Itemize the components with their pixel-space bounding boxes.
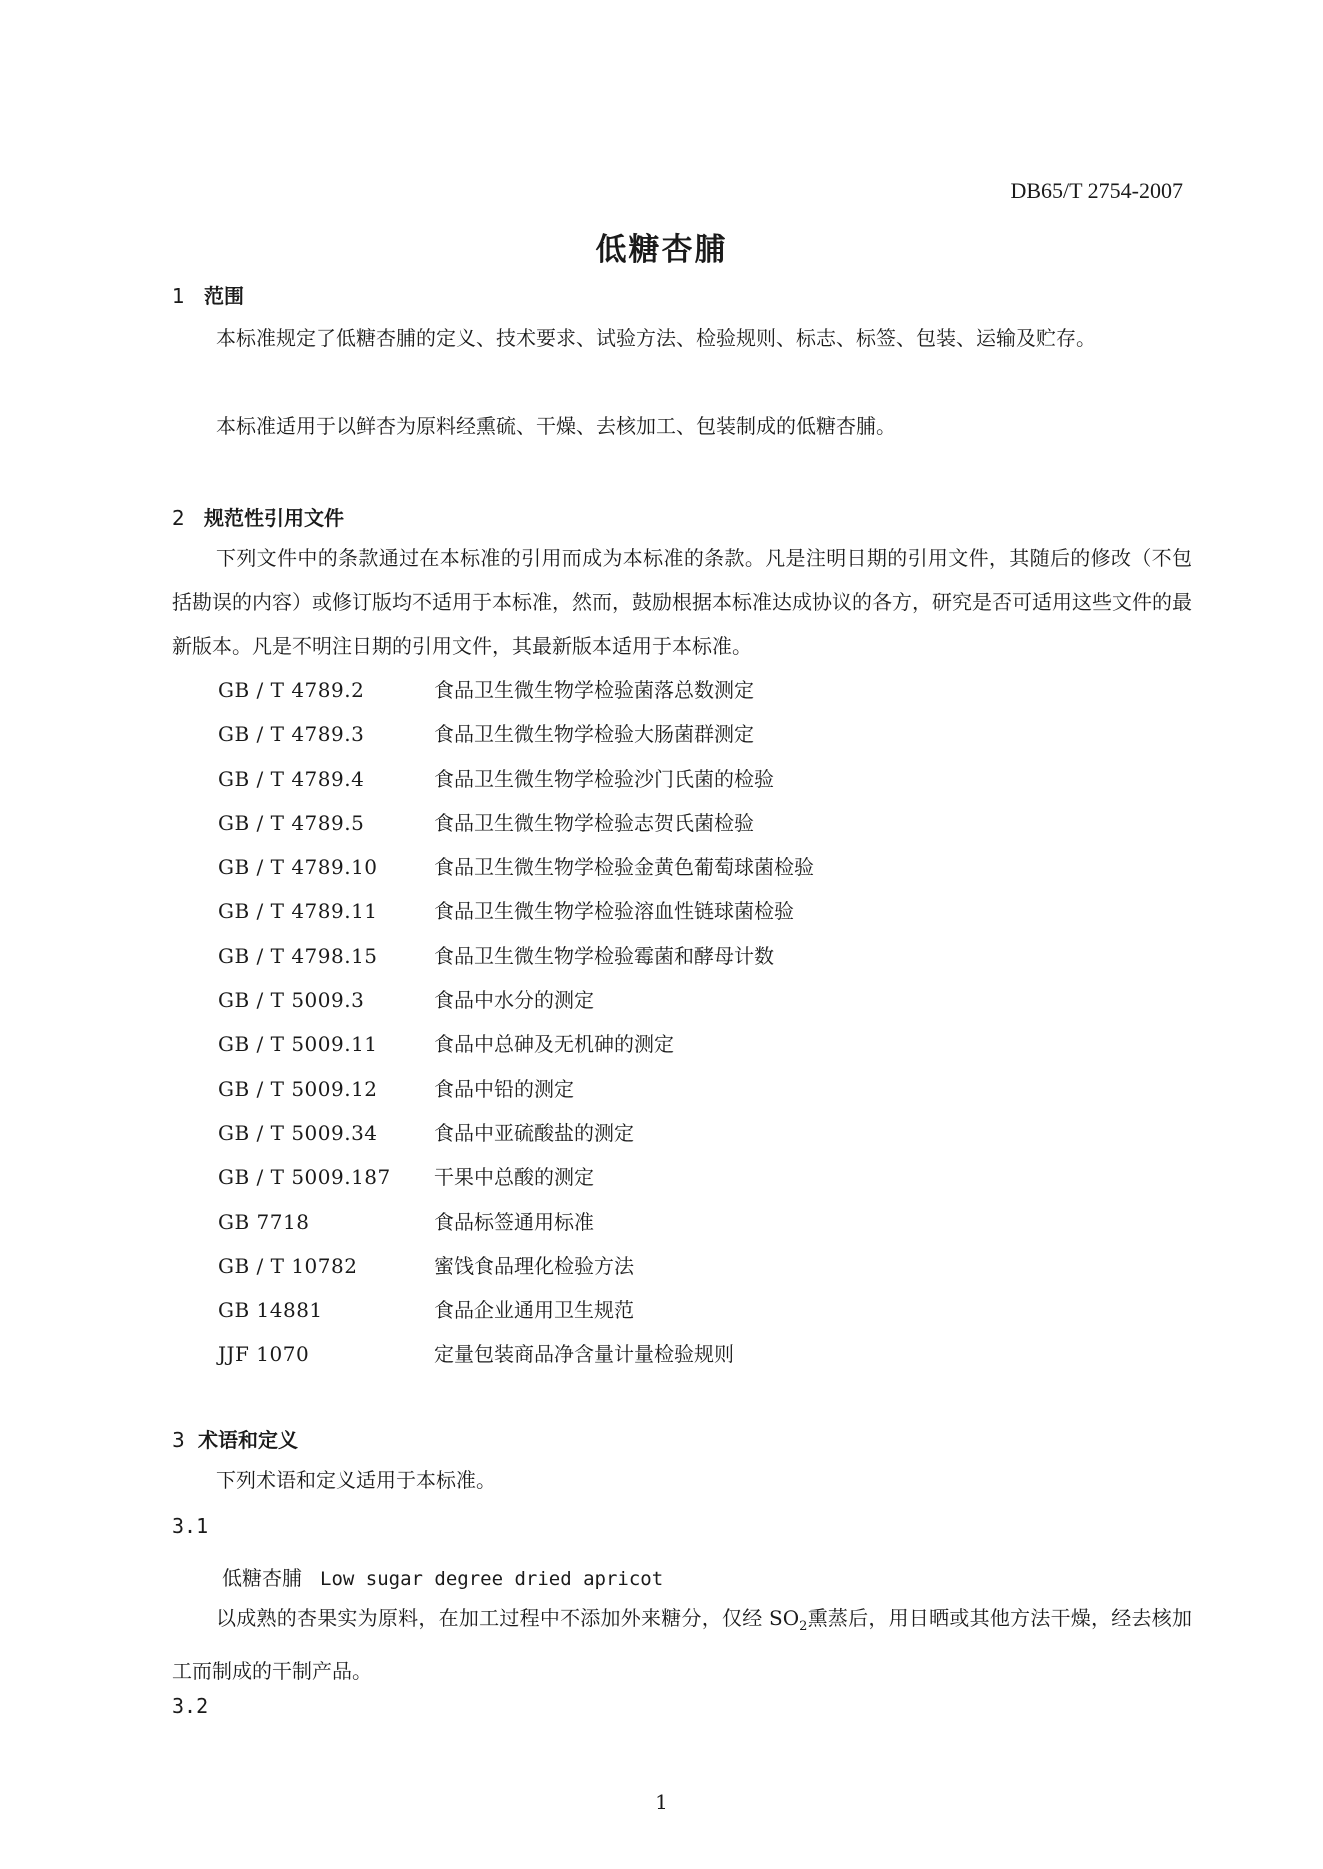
reference-code: GB / T 4789.11 <box>218 899 378 924</box>
reference-title: 食品卫生微生物学检验菌落总数测定 <box>434 678 754 702</box>
section-title: 范围 <box>204 284 244 308</box>
section-3-intro: 下列术语和定义适用于本标准。 <box>216 1468 496 1492</box>
term-chinese: 低糖杏脯 <box>222 1566 302 1590</box>
term-entry <box>222 1562 663 1591</box>
reference-title: 食品中总砷及无机砷的测定 <box>434 1032 674 1057</box>
reference-code: GB / T 4798.15 <box>218 943 378 968</box>
standard-code: DB65/T 2754-2007 <box>1010 178 1183 203</box>
reference-title: 蜜饯食品理化检验方法 <box>434 1253 634 1278</box>
reference-code: GB 14881 <box>218 1298 323 1323</box>
reference-title: 食品卫生微生物学检验大肠菌群测定 <box>434 722 754 747</box>
reference-code: GB / T 4789.4 <box>218 766 365 791</box>
page-number: 1 <box>655 1790 668 1814</box>
reference-code: GB / T 4789.2 <box>218 678 365 702</box>
reference-row <box>218 757 814 801</box>
reference-code: GB / T 5009.34 <box>218 1120 378 1145</box>
reference-row <box>218 1155 814 1199</box>
section-1-paragraph-2: 本标准适用于以鲜杏为原料经熏硫、干燥、去核加工、包装制成的低糖杏脯。 <box>216 414 896 438</box>
reference-title: 食品企业通用卫生规范 <box>434 1298 634 1323</box>
reference-title: 食品卫生微生物学检验溶血性链球菌检验 <box>434 899 794 924</box>
reference-title: 食品中亚硫酸盐的测定 <box>434 1120 634 1145</box>
section-title: 术语和定义 <box>198 1428 298 1452</box>
reference-row <box>218 1288 814 1332</box>
reference-row <box>218 889 814 933</box>
section-3-heading <box>172 1424 298 1453</box>
reference-row <box>218 801 814 845</box>
section-1-paragraph-1: 本标准规定了低糖杏脯的定义、技术要求、试验方法、检验规则、标志、标签、包装、运输及贮存。 <box>216 326 1096 350</box>
reference-code: GB / T 4789.10 <box>218 855 378 880</box>
reference-row <box>218 668 814 712</box>
definition-subscript: 2 <box>799 1619 808 1634</box>
reference-code: GB / T 5009.11 <box>218 1032 378 1057</box>
reference-title: 食品中水分的测定 <box>434 988 594 1013</box>
term-english: Low sugar degree dried apricot <box>320 1568 664 1590</box>
reference-code: GB / T 4789.3 <box>218 722 365 747</box>
reference-title: 食品卫生微生物学检验沙门氏菌的检验 <box>434 766 774 791</box>
definition-text-2: 熏蒸后，用日晒或其他方法干燥，经去核加工而制成的干制产品。 <box>172 1606 1193 1683</box>
reference-code: JJF 1070 <box>218 1342 310 1367</box>
reference-list <box>218 668 814 1377</box>
reference-code: GB / T 5009.3 <box>218 988 365 1013</box>
section-2-intro: 下列文件中的条款通过在本标准的引用而成为本标准的条款。凡是注明日期的引用文件，其随后的修改（不包括勘误的内容）或修订版均不适用于本标准，然而，鼓励根据本标准达成协议的各方，研究是否可适用这些文件的最新版本。凡是不明注日期的引用文件，其最新版本适用于本标准。 <box>172 546 1192 658</box>
reference-row <box>218 1332 814 1376</box>
section-1-heading <box>172 280 244 309</box>
subsection-3-1-number: 3.1 <box>172 1514 209 1538</box>
reference-row <box>218 934 814 978</box>
reference-code: GB 7718 <box>218 1209 310 1234</box>
reference-row <box>218 1022 814 1066</box>
section-number: 2 <box>172 506 185 530</box>
reference-row <box>218 1200 814 1244</box>
reference-code: GB / T 4789.5 <box>218 810 365 835</box>
section-2-heading <box>172 502 344 531</box>
reference-row <box>218 978 814 1022</box>
reference-code: GB / T 5009.12 <box>218 1076 378 1101</box>
reference-row <box>218 845 814 889</box>
reference-title: 干果中总酸的测定 <box>434 1165 594 1190</box>
subsection-3-2-number: 3.2 <box>172 1694 209 1718</box>
reference-title: 食品标签通用标准 <box>434 1209 594 1234</box>
reference-row <box>218 712 814 756</box>
reference-row <box>218 1244 814 1288</box>
reference-row <box>218 1067 814 1111</box>
reference-code: GB / T 5009.187 <box>218 1165 391 1190</box>
reference-title: 定量包装商品净含量计量检验规则 <box>434 1342 734 1367</box>
section-title: 规范性引用文件 <box>204 506 344 530</box>
reference-code: GB / T 10782 <box>218 1253 358 1278</box>
reference-row <box>218 1111 814 1155</box>
term-definition <box>172 1596 1192 1693</box>
reference-title: 食品卫生微生物学检验金黄色葡萄球菌检验 <box>434 855 814 880</box>
reference-title: 食品中铅的测定 <box>434 1076 574 1101</box>
document-title: 低糖杏脯 <box>595 232 728 268</box>
reference-title: 食品卫生微生物学检验霉菌和酵母计数 <box>434 943 774 968</box>
section-number: 3 <box>172 1428 185 1452</box>
section-number: 1 <box>172 284 185 308</box>
definition-text-1: 以成熟的杏果实为原料，在加工过程中不添加外来糖分，仅经 SO <box>216 1606 800 1630</box>
reference-title: 食品卫生微生物学检验志贺氏菌检验 <box>434 810 754 835</box>
